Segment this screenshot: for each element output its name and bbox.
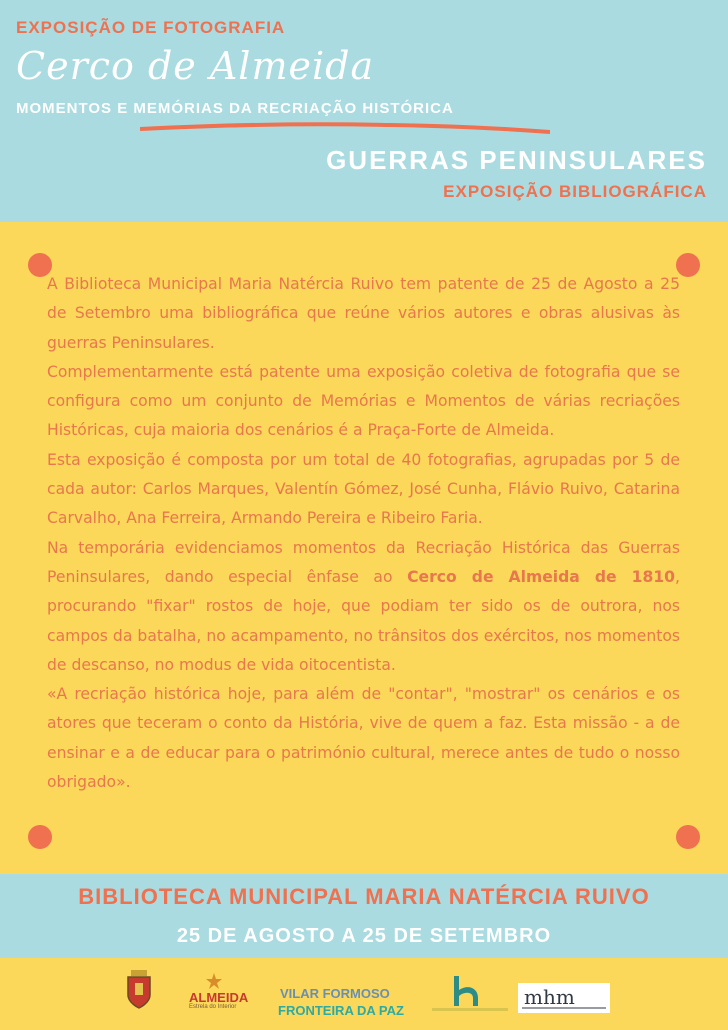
fronteira-da-paz-logo-text: FRONTEIRA DA PAZ: [278, 1003, 404, 1018]
paragraph-photo-exhibition: Complementarmente está patente uma exposição coletiva de fotografia que se configura como um conjunto de Memórias e Momentos de várias recriações Históricas, cuja maioria dos cenários é a Praça-Forte de Almeida.: [47, 362, 680, 440]
library-hb-logo-icon: [430, 972, 510, 1017]
exhibition-type: EXPOSIÇÃO BIBLIOGRÁFICA: [443, 182, 707, 201]
mhm-underline-icon: [522, 1005, 606, 1011]
corner-dot-bottom-right: [676, 825, 700, 849]
almeida-tagline: Estrela do Interior: [189, 1004, 237, 1010]
description-text: [47, 270, 680, 797]
almeida-crest-icon: [122, 969, 156, 1011]
exhibition-kicker: EXPOSIÇÃO DE FOTOGRAFIA: [16, 18, 286, 37]
reenactment-text-end: , procurando "fixar" rostos de hoje, que podiam ter sido os de outrora, nos campos da batalha, no acampamento, no trânsitos dos exércitos, nos momentos de descanso, no modus de vida oitocentista.: [47, 567, 680, 674]
library-name: BIBLIOTECA MUNICIPAL MARIA NATÉRCIA RUIVO: [78, 884, 650, 909]
reenactment-text-start: Na temporária evidenciamos momentos da Recriação Histórica das Guerras Peninsulares, dando especial ênfase ao: [47, 538, 680, 586]
corner-dot-bottom-left: [28, 825, 52, 849]
theme-heading: GUERRAS PENINSULARES: [326, 145, 707, 175]
mhm-museum-logo: [518, 983, 610, 1013]
page-title: Cerco de Almeida: [16, 44, 375, 88]
paragraph-intro: A Biblioteca Municipal Maria Natércia Ruivo tem patente de 25 de Agosto a 25 de Setembro uma bibliográfica que reúne vários autores e obras alusivas às guerras Peninsulares.: [47, 275, 680, 352]
exhibition-dates: 25 DE AGOSTO A 25 DE SETEMBRO: [176, 925, 552, 947]
almeida-logo-text: ALMEIDA: [189, 990, 249, 1005]
paragraph-authors: Esta exposição é composta por um total de 40 fotografias, agrupadas por 5 de cada autor: Carlos Marques, Valentín Gómez, José Cunha, Flávio Ruivo, Catarina Carvalho, Ana Ferreira, Armando Pereira e Ribeiro Faria.: [47, 450, 680, 528]
page-subtitle: MOMENTOS E MEMÓRIAS DA RECRIAÇÃO HISTÓRICA: [16, 100, 454, 117]
brush-underline-icon: [140, 121, 550, 135]
vilar-formoso-logo-text: VILAR FORMOSO: [280, 986, 390, 1001]
paragraph-reenactment: [47, 534, 680, 680]
star-icon: [205, 972, 223, 990]
paragraph-quote: «A recriação histórica hoje, para além de "contar", "mostrar" os cenários e os atores que teceram o conto da História, vive de quem a faz. Esta missão - a de ensinar e a de educar para o património cultural, merece antes de tudo o nosso obrigado».: [47, 685, 680, 792]
almeida-logo: [189, 972, 257, 1012]
mhm-logo-text: mhm: [524, 985, 575, 1009]
siege-highlight: Cerco de Almeida de 1810: [407, 567, 676, 586]
